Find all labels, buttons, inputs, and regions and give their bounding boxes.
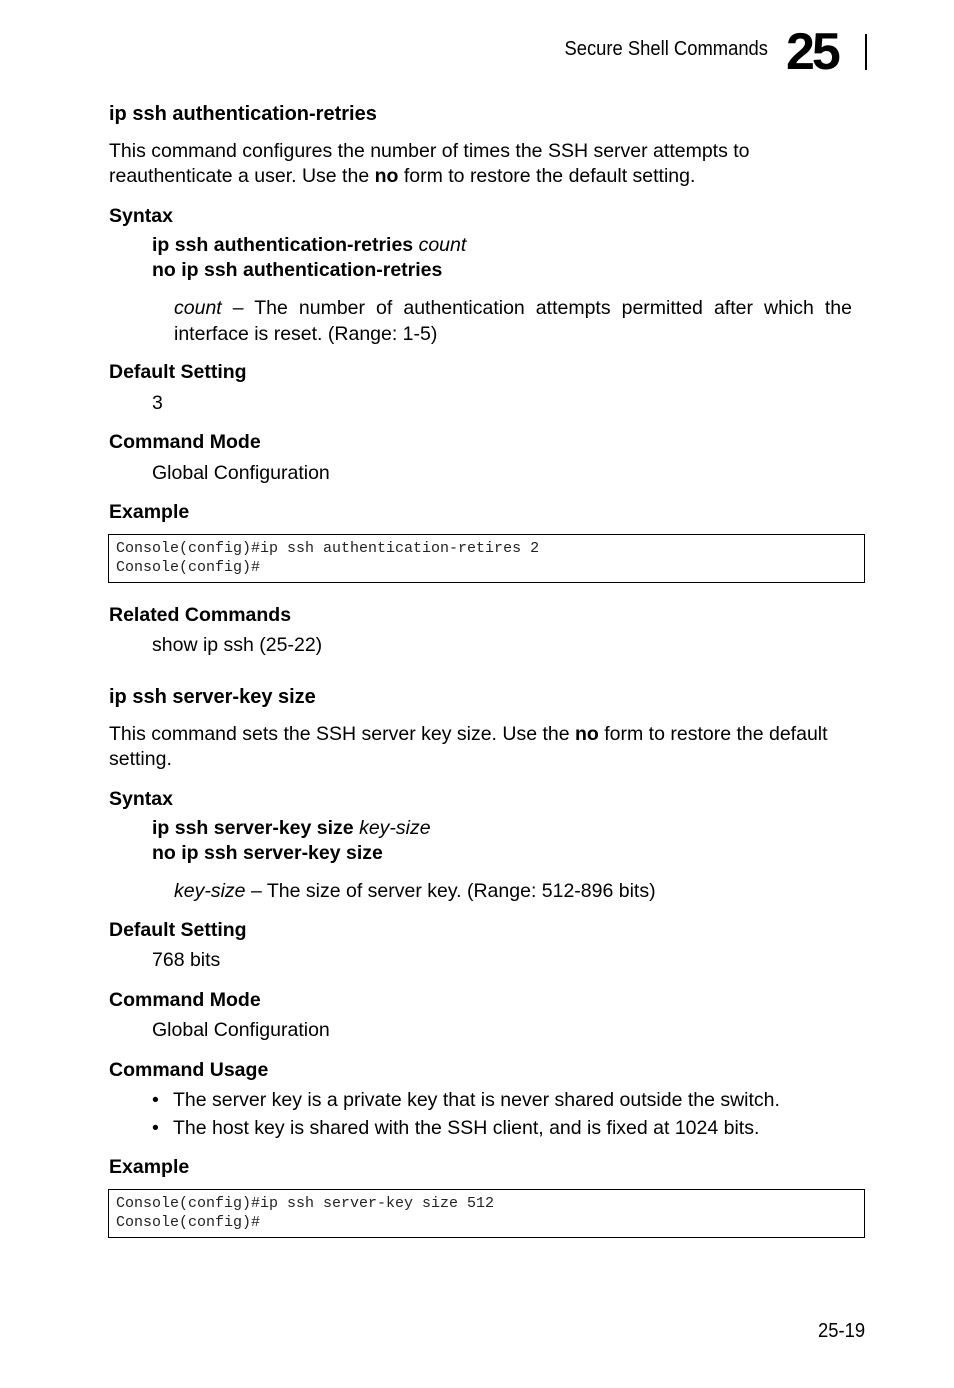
cmd2-title: ip ssh server-key size: [109, 686, 316, 708]
cmd1-syntax-no: no ip ssh authentication-retries: [152, 259, 443, 281]
cmd1-mode-heading: Command Mode: [109, 431, 261, 453]
cmd2-description: This command sets the SSH server key size. Use the no form to restore the default setting.: [109, 723, 828, 770]
code-line: Console(config)#: [116, 1214, 261, 1231]
code-line: Console(config)#: [116, 559, 261, 576]
cmd1-example-code: [108, 534, 865, 583]
cmd1-example-heading: Example: [109, 501, 190, 523]
cmd2-usage-heading: Command Usage: [109, 1059, 269, 1081]
cmd2-example-heading: Example: [109, 1156, 190, 1178]
cmd1-syntax-heading: Syntax: [109, 205, 173, 227]
cmd1-syntax-command: ip ssh authentication-retries: [152, 234, 414, 256]
chapter-number: 25: [786, 23, 838, 81]
cmd1-default-value: 3: [152, 392, 163, 414]
code-line: Console(config)#ip ssh server-key size 512: [116, 1195, 495, 1212]
cmd2-param-description: key-size – The size of server key. (Range: 512-896 bits): [174, 880, 656, 902]
cmd1-syntax-param: count: [418, 234, 467, 256]
cmd2-default-heading: Default Setting: [109, 919, 247, 941]
cmd2-syntax-no: no ip ssh server-key size: [152, 842, 383, 864]
chapter-rule: [865, 34, 867, 70]
cmd2-syntax-param: key-size: [359, 817, 431, 839]
page-number: 25-19: [818, 1320, 866, 1342]
cmd2-syntax: [152, 816, 431, 866]
list-item: • The host key is shared with the SSH client, and is fixed at 1024 bits.: [152, 1117, 760, 1139]
cmd2-mode-value: Global Configuration: [152, 1019, 330, 1041]
cmd2-example-code: [108, 1189, 865, 1238]
cmd1-param-description: count – The number of authentication attempts permitted after which the interface is reset. (Range: 1-5): [174, 297, 852, 345]
cmd1-title: ip ssh authentication-retries: [109, 103, 377, 125]
chapter-title: Secure Shell Commands: [564, 38, 768, 60]
cmd2-default-value: 768 bits: [152, 949, 221, 971]
cmd1-related-heading: Related Commands: [109, 604, 292, 626]
cmd1-default-heading: Default Setting: [109, 361, 247, 383]
code-line: Console(config)#ip ssh authentication-retires 2: [116, 540, 540, 557]
cmd1-related-value: show ip ssh (25-22): [152, 634, 323, 656]
cmd1-mode-value: Global Configuration: [152, 462, 330, 484]
cmd2-mode-heading: Command Mode: [109, 989, 261, 1011]
cmd2-syntax-command: ip ssh server-key size: [152, 817, 354, 839]
cmd1-description: This command configures the number of times the SSH server attempts to reauthenticate a user. Use the no form to restore the default setting.: [109, 140, 750, 187]
list-item: • The server key is a private key that is never shared outside the switch.: [152, 1089, 780, 1111]
cmd1-syntax: [152, 233, 466, 283]
cmd2-syntax-heading: Syntax: [109, 788, 173, 810]
